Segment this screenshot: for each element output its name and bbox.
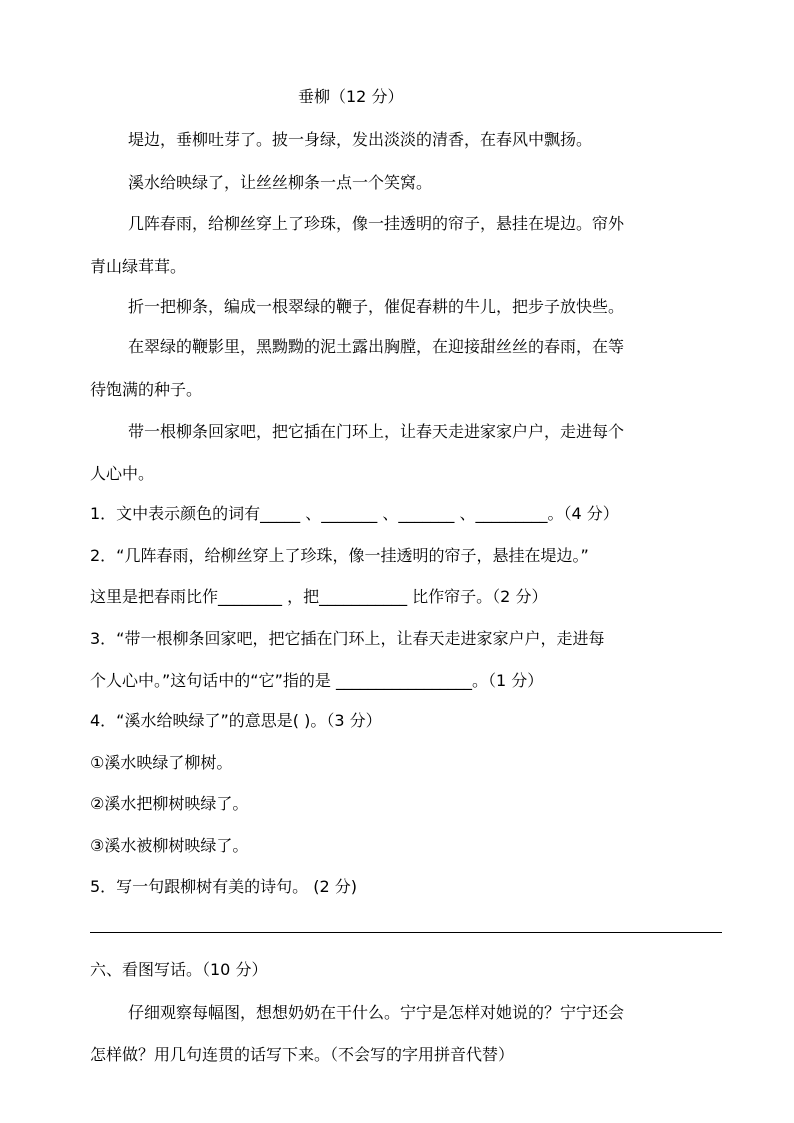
question-2-line-2: 这里是把春雨比作________ ，把___________ 比作帘子。（2 分） [90,587,548,606]
question-3-line-1: 3．“带一根柳条回家吧，把它插在门环上，让春天走进家家户户，走进每 [90,629,605,648]
poem-line: 折一把柳条，编成一根翠绿的鞭子，催促春耕的牛儿，把步子放快些。 [128,297,625,316]
section-6-instruction: 怎样做？用几句连贯的话写下来。（不会写的字用拼音代替） [90,1045,515,1064]
question-4-option: ③溪水被柳树映绿了。 [90,836,249,855]
poem-line: 在翠绿的鞭影里，黑黝黝的泥土露出胸膛，在迎接甜丝丝的春雨，在等 [128,337,625,356]
question-4-option: ②溪水把柳树映绿了。 [90,794,249,813]
question-4: 4．“溪水给映绿了”的意思是( )。（3 分） [90,711,382,730]
section-6-heading: 六、看图写话。（10 分） [90,960,268,979]
poem-line: 几阵春雨，给柳丝穿上了珍珠，像一挂透明的帘子，悬挂在堤边。帘外 [128,214,625,233]
question-3-line-2: 个人心中。”这句话中的“它”指的是 _________________。（1 分） [90,671,544,690]
poem-line: 青山绿茸茸。 [90,257,187,276]
poem-line: 堤边，垂柳吐芽了。披一身绿，发出淡淡的清香，在春风中飘扬。 [128,130,593,149]
section-6-instruction: 仔细观察每幅图，想想奶奶在干什么。宁宁是怎样对她说的？宁宁还会 [128,1003,625,1022]
answer-line [90,932,722,933]
question-5: 5．写一句跟柳树有美的诗句。 (2 分) [90,877,358,896]
poem-line: 待饱满的种子。 [90,380,203,399]
poem-line: 带一根柳条回家吧，把它插在门环上，让春天走进家家户户，走进每个 [128,422,625,441]
poem-line: 人心中。 [90,464,155,483]
question-4-option: ①溪水映绿了柳树。 [90,753,233,772]
poem-title: 垂柳（12 分） [298,87,404,106]
poem-line: 溪水给映绿了，让丝丝柳条一点一个笑窝。 [128,173,433,192]
question-1: 1．文中表示颜色的词有_____ 、_______ 、_______ 、_________。（4 分） [90,504,619,523]
question-2-line-1: 2．“几阵春雨，给柳丝穿上了珍珠，像一挂透明的帘子，悬挂在堤边。” [90,546,589,565]
